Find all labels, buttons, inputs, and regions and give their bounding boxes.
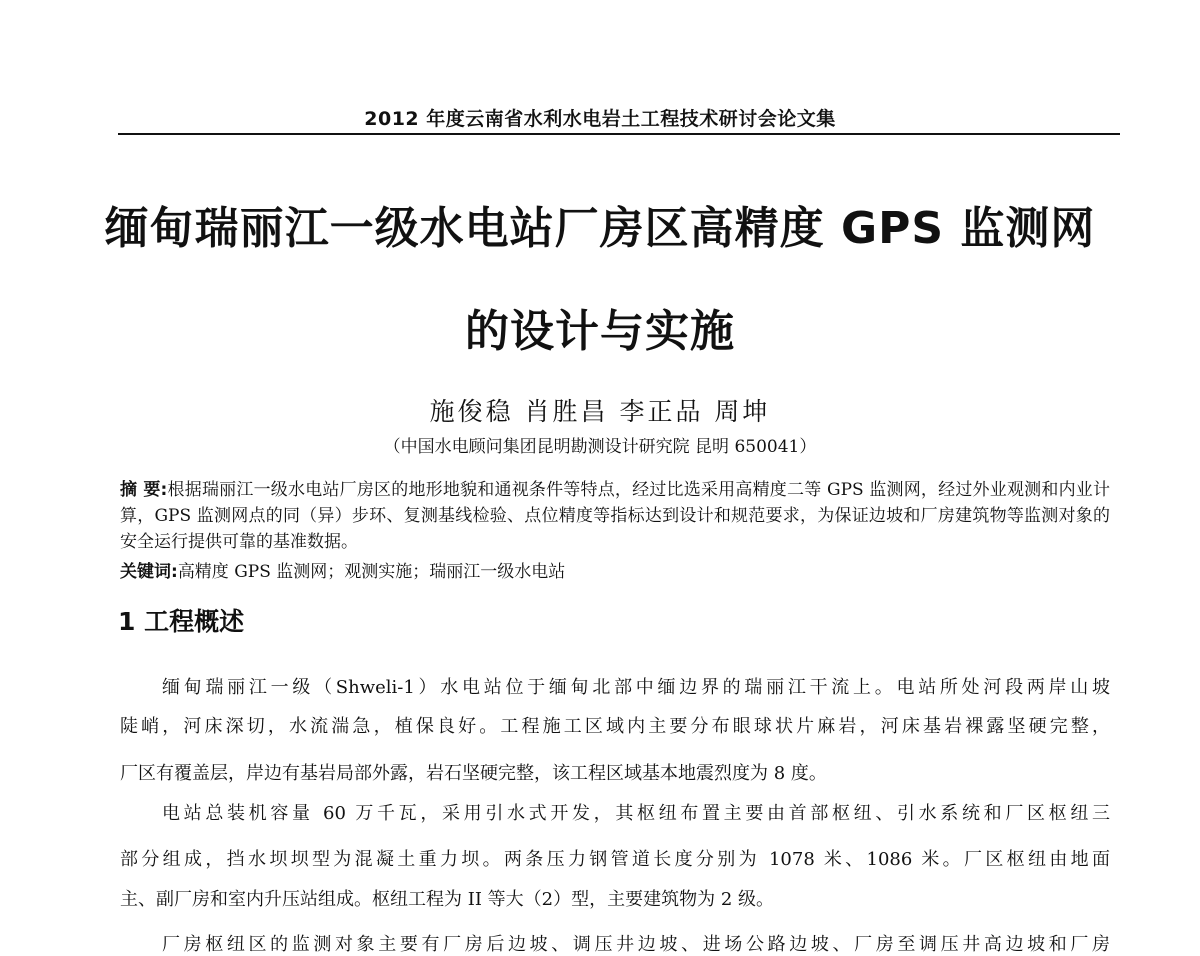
abstract-label: 摘 要: [120, 480, 168, 500]
authors: 施俊稳 肖胜昌 李正品 周坤 [429, 397, 771, 426]
body-line: 陡峭，河床深切，水流湍急，植保良好。工程施工区域内主要分布眼球状片麻岩，河床基岩裸露坚硬完整， [120, 716, 1110, 737]
abstract [120, 477, 1110, 555]
body-line: 厂区有覆盖层，岸边有基岩局部外露，岩石坚硬完整，该工程区域基本地震烈度为 8 度。 [120, 763, 827, 784]
body-line: 电站总装机容量 60 万千瓦，采用引水式开发，其枢纽布置主要由首部枢纽、引水系统和厂区枢纽三 [162, 803, 1110, 824]
keywords-label: 关键词: [120, 562, 178, 582]
keywords [120, 559, 1110, 585]
header-rule [118, 133, 1120, 135]
section-heading: 1 工程概述 [118, 607, 245, 636]
abstract-text: 根据瑞丽江一级水电站厂房区的地形地貌和通视条件等特点，经过比选采用高精度二等 GPS 监测网，经过外业观测和内业计算，GPS 监测网点的同（异）步环、复测基线检验、点位精度等指标达到设计和规范要求，为保证边坡和厂房建筑物等监测对象的安全运行提供可靠的基准数据。 [120, 480, 1110, 552]
body-line: 部分组成，挡水坝坝型为混凝土重力坝。两条压力钢管道长度分别为 1078 米、1086 米。厂区枢纽由地面 [120, 849, 1110, 870]
body-line: 主、副厂房和室内升压站组成。枢纽工程为 II 等大（2）型，主要建筑物为 2 级。 [120, 889, 775, 910]
affiliation: （中国水电顾问集团昆明勘测设计研究院 昆明 650041） [383, 437, 817, 457]
body-line: 缅甸瑞丽江一级（Shweli-1）水电站位于缅甸北部中缅边界的瑞丽江干流上。电站所处河段两岸山坡 [162, 677, 1110, 698]
keywords-text: 高精度 GPS 监测网；观测实施；瑞丽江一级水电站 [177, 562, 566, 582]
paper-title-line-1: 缅甸瑞丽江一级水电站厂房区高精度 GPS 监测网 [104, 203, 1096, 254]
running-header: 2012 年度云南省水利水电岩土工程技术研讨会论文集 [364, 108, 836, 130]
body-line: 厂房枢纽区的监测对象主要有厂房后边坡、调压井边坡、进场公路边坡、厂房至调压井高边坡和厂房 [162, 934, 1110, 955]
paper-title-line-2: 的设计与实施 [465, 306, 735, 357]
